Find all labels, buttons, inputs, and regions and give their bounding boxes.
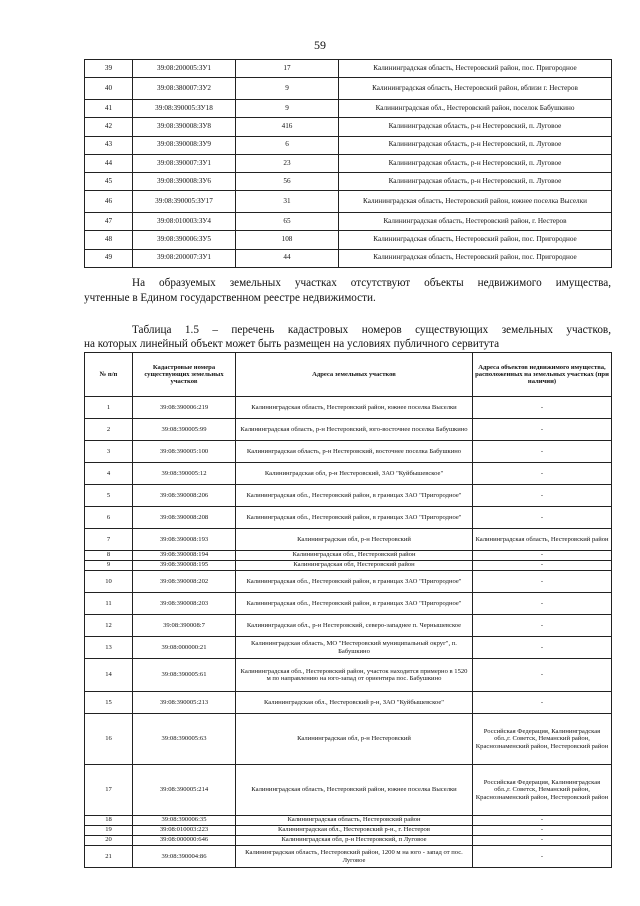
plot-area: 9 bbox=[236, 100, 339, 118]
row-number: 12 bbox=[85, 615, 133, 637]
cadastral-number: 39:08:380007:ЗУ2 bbox=[133, 78, 236, 100]
object-address: Российская Федерация, Калининградская обл.,г. Советск, Неманский район, Краснознаменский район, Нестеровский район bbox=[473, 714, 612, 765]
row-number: 7 bbox=[85, 529, 133, 551]
table-caption-line1: Таблица 1.5 – перечень кадастровых номеров существующих земельных участков, bbox=[132, 324, 611, 336]
cadastral-number: 39:08:390005:61 bbox=[133, 659, 236, 692]
row-number: 2 bbox=[85, 419, 133, 441]
header-number: № п/п bbox=[85, 353, 133, 397]
table-row bbox=[85, 60, 612, 78]
plot-address: Калининградская обл, р-н Нестеровский, ЗАО "Куйбышевское" bbox=[236, 463, 473, 485]
plot-address: Калининградская область, Нестеровский район, южнее поселка Выселки bbox=[339, 191, 612, 213]
cadastral-number: 39:08:390008:7 bbox=[133, 615, 236, 637]
plot-area: 23 bbox=[236, 154, 339, 172]
row-number: 14 bbox=[85, 659, 133, 692]
header-plot-address: Адреса земельных участков bbox=[236, 353, 473, 397]
row-number: 10 bbox=[85, 571, 133, 593]
table-row bbox=[85, 441, 612, 463]
cadastral-number: 39:08:390005:214 bbox=[133, 765, 236, 816]
plot-address: Калининградская область, р-н Нестеровский, п. Луговое bbox=[339, 154, 612, 172]
cadastral-number: 39:08:390008:193 bbox=[133, 529, 236, 551]
cadastral-number: 39:08:390008:203 bbox=[133, 593, 236, 615]
table-header-row bbox=[85, 353, 612, 397]
plot-address: Калининградская область, р-н Нестеровский, п. Луговое bbox=[339, 118, 612, 136]
plot-address: Калининградская область, р-н Нестеровский, п. Луговое bbox=[339, 172, 612, 190]
plot-area: 6 bbox=[236, 136, 339, 154]
object-address: - bbox=[473, 561, 612, 571]
cadastral-number: 39:08:010003:ЗУ4 bbox=[133, 213, 236, 231]
object-address: - bbox=[473, 485, 612, 507]
plot-address: Калининградская область, Нестеровский район, пос. Пригородное bbox=[339, 249, 612, 267]
row-number: 9 bbox=[85, 561, 133, 571]
cadastral-number: 39:08:200005:ЗУ1 bbox=[133, 60, 236, 78]
object-address: - bbox=[473, 615, 612, 637]
table-row bbox=[85, 529, 612, 551]
plot-address: Калининградская область, Нестеровский район, г. Нестеров bbox=[339, 213, 612, 231]
cadastral-numbers-table bbox=[84, 352, 612, 868]
table-row bbox=[85, 816, 612, 826]
table-row bbox=[85, 714, 612, 765]
plot-address: Калининградская область, Нестеровский район bbox=[236, 816, 473, 826]
table-row bbox=[85, 571, 612, 593]
object-address: - bbox=[473, 836, 612, 846]
row-number: 11 bbox=[85, 593, 133, 615]
object-address: - bbox=[473, 551, 612, 561]
cadastral-number: 39:08:390008:202 bbox=[133, 571, 236, 593]
object-address: - bbox=[473, 826, 612, 836]
table-row bbox=[85, 846, 612, 868]
table-row bbox=[85, 836, 612, 846]
header-object-address: Адреса объектов недвижимого имущества, расположенных на земельных участках (при наличии) bbox=[473, 353, 612, 397]
cadastral-number: 39:08:390005:12 bbox=[133, 463, 236, 485]
row-number: 49 bbox=[85, 249, 133, 267]
row-number: 21 bbox=[85, 846, 133, 868]
cadastral-number: 39:08:390006:219 bbox=[133, 397, 236, 419]
object-address: - bbox=[473, 637, 612, 659]
table-row bbox=[85, 637, 612, 659]
plot-address: Калининградская область, р-н Нестеровский, юго-восточнее поселка Бабушкино bbox=[236, 419, 473, 441]
cadastral-number: 39:08:390007:ЗУ1 bbox=[133, 154, 236, 172]
row-number: 6 bbox=[85, 507, 133, 529]
cadastral-number: 39:08:200007:ЗУ1 bbox=[133, 249, 236, 267]
table-row bbox=[85, 78, 612, 100]
object-address: Российская Федерация, Калининградская обл.,г. Советск, Неманский район, Краснознаменский район, Нестеровский район bbox=[473, 765, 612, 816]
row-number: 15 bbox=[85, 692, 133, 714]
plot-address: Калининградская обл., Нестеровский р-н, ЗАО "Куйбышевское" bbox=[236, 692, 473, 714]
object-address: - bbox=[473, 463, 612, 485]
table-row bbox=[85, 172, 612, 190]
plot-address: Калининградская обл., р-н Нестеровский, северо-западнее п. Чернышевское bbox=[236, 615, 473, 637]
cadastral-number: 39:08:390005:ЗУ17 bbox=[133, 191, 236, 213]
row-number: 19 bbox=[85, 826, 133, 836]
row-number: 44 bbox=[85, 154, 133, 172]
object-address: - bbox=[473, 419, 612, 441]
plot-address: Калининградская область, р-н Нестеровский, п. Луговое bbox=[339, 136, 612, 154]
row-number: 41 bbox=[85, 100, 133, 118]
plot-address: Калининградская обл., Нестеровский район bbox=[236, 551, 473, 561]
plot-area: 31 bbox=[236, 191, 339, 213]
table-row bbox=[85, 485, 612, 507]
object-address: - bbox=[473, 441, 612, 463]
plot-area: 108 bbox=[236, 231, 339, 249]
plot-area: 17 bbox=[236, 60, 339, 78]
row-number: 20 bbox=[85, 836, 133, 846]
cadastral-number: 39:08:000000:646 bbox=[133, 836, 236, 846]
cadastral-number: 39:08:390005:100 bbox=[133, 441, 236, 463]
plot-address: Калининградская обл., Нестеровский район, в границах ЗАО "Пригородное" bbox=[236, 593, 473, 615]
page-number: 59 bbox=[314, 38, 326, 52]
plot-address: Калининградская обл, р-н Нестеровский bbox=[236, 714, 473, 765]
plot-address: Калининградская область, Нестеровский район, южнее поселка Выселки bbox=[236, 765, 473, 816]
plot-area: 9 bbox=[236, 78, 339, 100]
object-address: - bbox=[473, 659, 612, 692]
table-row bbox=[85, 118, 612, 136]
cadastral-number: 39:08:390004:86 bbox=[133, 846, 236, 868]
plot-area: 56 bbox=[236, 172, 339, 190]
table-row bbox=[85, 231, 612, 249]
row-number: 48 bbox=[85, 231, 133, 249]
plot-address: Калининградская обл, р-н Нестеровский, п Луговое bbox=[236, 836, 473, 846]
row-number: 13 bbox=[85, 637, 133, 659]
row-number: 46 bbox=[85, 191, 133, 213]
cadastral-number: 39:08:390006:35 bbox=[133, 816, 236, 826]
row-number: 43 bbox=[85, 136, 133, 154]
plot-address: Калининградская обл., Нестеровский р-н., г. Нестеров bbox=[236, 826, 473, 836]
table-row bbox=[85, 692, 612, 714]
plot-address: Калининградская область, Нестеровский район, пос. Пригородное bbox=[339, 60, 612, 78]
plot-address: Калининградская область, р-н Нестеровский, восточнее поселка Бабушкино bbox=[236, 441, 473, 463]
row-number: 40 bbox=[85, 78, 133, 100]
cadastral-number: 39:08:390006:ЗУ5 bbox=[133, 231, 236, 249]
table-row bbox=[85, 397, 612, 419]
plot-address: Калининградская область, Нестеровский район, вблизи г. Нестеров bbox=[339, 78, 612, 100]
row-number: 17 bbox=[85, 765, 133, 816]
table-row bbox=[85, 593, 612, 615]
object-address: - bbox=[473, 593, 612, 615]
object-address: - bbox=[473, 846, 612, 868]
row-number: 18 bbox=[85, 816, 133, 826]
plot-address: Калининградская область, МО "Нестеровский муниципальный округ", п. Бабушкино bbox=[236, 637, 473, 659]
plot-address: Калининградская обл., Нестеровский район, поселок Бабушкино bbox=[339, 100, 612, 118]
cadastral-number: 39:08:390008:ЗУ9 bbox=[133, 136, 236, 154]
row-number: 47 bbox=[85, 213, 133, 231]
row-number: 4 bbox=[85, 463, 133, 485]
cadastral-number: 39:08:390008:ЗУ8 bbox=[133, 118, 236, 136]
table-row bbox=[85, 765, 612, 816]
cadastral-number: 39:08:390005:63 bbox=[133, 714, 236, 765]
row-number: 39 bbox=[85, 60, 133, 78]
row-number: 5 bbox=[85, 485, 133, 507]
cadastral-number: 39:08:010003:223 bbox=[133, 826, 236, 836]
row-number: 3 bbox=[85, 441, 133, 463]
row-number: 45 bbox=[85, 172, 133, 190]
cadastral-number: 39:08:000000:21 bbox=[133, 637, 236, 659]
cadastral-number: 39:08:390008:ЗУ6 bbox=[133, 172, 236, 190]
continued-land-plot-table bbox=[84, 59, 612, 268]
plot-area: 65 bbox=[236, 213, 339, 231]
paragraph-no-real-estate-line1: На образуемых земельных участках отсутствуют объекты недвижимого имущества, bbox=[132, 277, 611, 289]
cadastral-number: 39:08:390008:206 bbox=[133, 485, 236, 507]
table-caption-line2: на которых линейный объект может быть размещен на условиях публичного сервитута bbox=[84, 338, 500, 350]
table-row bbox=[85, 419, 612, 441]
cadastral-number: 39:08:390005:ЗУ18 bbox=[133, 100, 236, 118]
table-row bbox=[85, 100, 612, 118]
header-cadastral-number: Кадастровые номера существующих земельных участков bbox=[133, 353, 236, 397]
row-number: 16 bbox=[85, 714, 133, 765]
cadastral-number: 39:08:390008:194 bbox=[133, 551, 236, 561]
object-address: - bbox=[473, 507, 612, 529]
cadastral-number: 39:08:390008:208 bbox=[133, 507, 236, 529]
plot-area: 416 bbox=[236, 118, 339, 136]
table-row bbox=[85, 659, 612, 692]
table-row bbox=[85, 463, 612, 485]
plot-address: Калининградская область, Нестеровский район, 1200 м на юго - запад от пос. Луговое bbox=[236, 846, 473, 868]
row-number: 8 bbox=[85, 551, 133, 561]
table-row bbox=[85, 191, 612, 213]
table-row bbox=[85, 615, 612, 637]
row-number: 42 bbox=[85, 118, 133, 136]
cadastral-number: 39:08:390005:213 bbox=[133, 692, 236, 714]
plot-address: Калининградская обл, р-н Нестеровский bbox=[236, 529, 473, 551]
row-number: 1 bbox=[85, 397, 133, 419]
plot-area: 44 bbox=[236, 249, 339, 267]
cadastral-number: 39:08:390005:99 bbox=[133, 419, 236, 441]
plot-address: Калининградская обл., Нестеровский район, в границах ЗАО "Пригородное" bbox=[236, 571, 473, 593]
object-address: - bbox=[473, 816, 612, 826]
object-address: Калининградская область, Нестеровский район bbox=[473, 529, 612, 551]
table-row bbox=[85, 826, 612, 836]
table-row bbox=[85, 154, 612, 172]
table-row bbox=[85, 561, 612, 571]
plot-address: Калининградская область, Нестеровский район, пос. Пригородное bbox=[339, 231, 612, 249]
table-row bbox=[85, 507, 612, 529]
object-address: - bbox=[473, 571, 612, 593]
plot-address: Калининградская обл., Нестеровский район, участок находится примерно в 1520 м по направлению на юго-запад от ориентира пос. Бабушкино bbox=[236, 659, 473, 692]
table-row bbox=[85, 551, 612, 561]
plot-address: Калининградская обл., Нестеровский район, в границах ЗАО "Пригородное" bbox=[236, 507, 473, 529]
table-row bbox=[85, 136, 612, 154]
plot-address: Калининградская обл., Нестеровский район, в границах ЗАО "Пригородное" bbox=[236, 485, 473, 507]
object-address: - bbox=[473, 692, 612, 714]
object-address: - bbox=[473, 397, 612, 419]
paragraph-no-real-estate-line2: учтенные в Едином государственном реестре недвижимости. bbox=[84, 292, 376, 304]
plot-address: Калининградская обл, Нестеровский район bbox=[236, 561, 473, 571]
table-row bbox=[85, 213, 612, 231]
plot-address: Калининградская область, Нестеровский район, южнее поселка Выселки bbox=[236, 397, 473, 419]
cadastral-number: 39:08:390008:195 bbox=[133, 561, 236, 571]
table-row bbox=[85, 249, 612, 267]
